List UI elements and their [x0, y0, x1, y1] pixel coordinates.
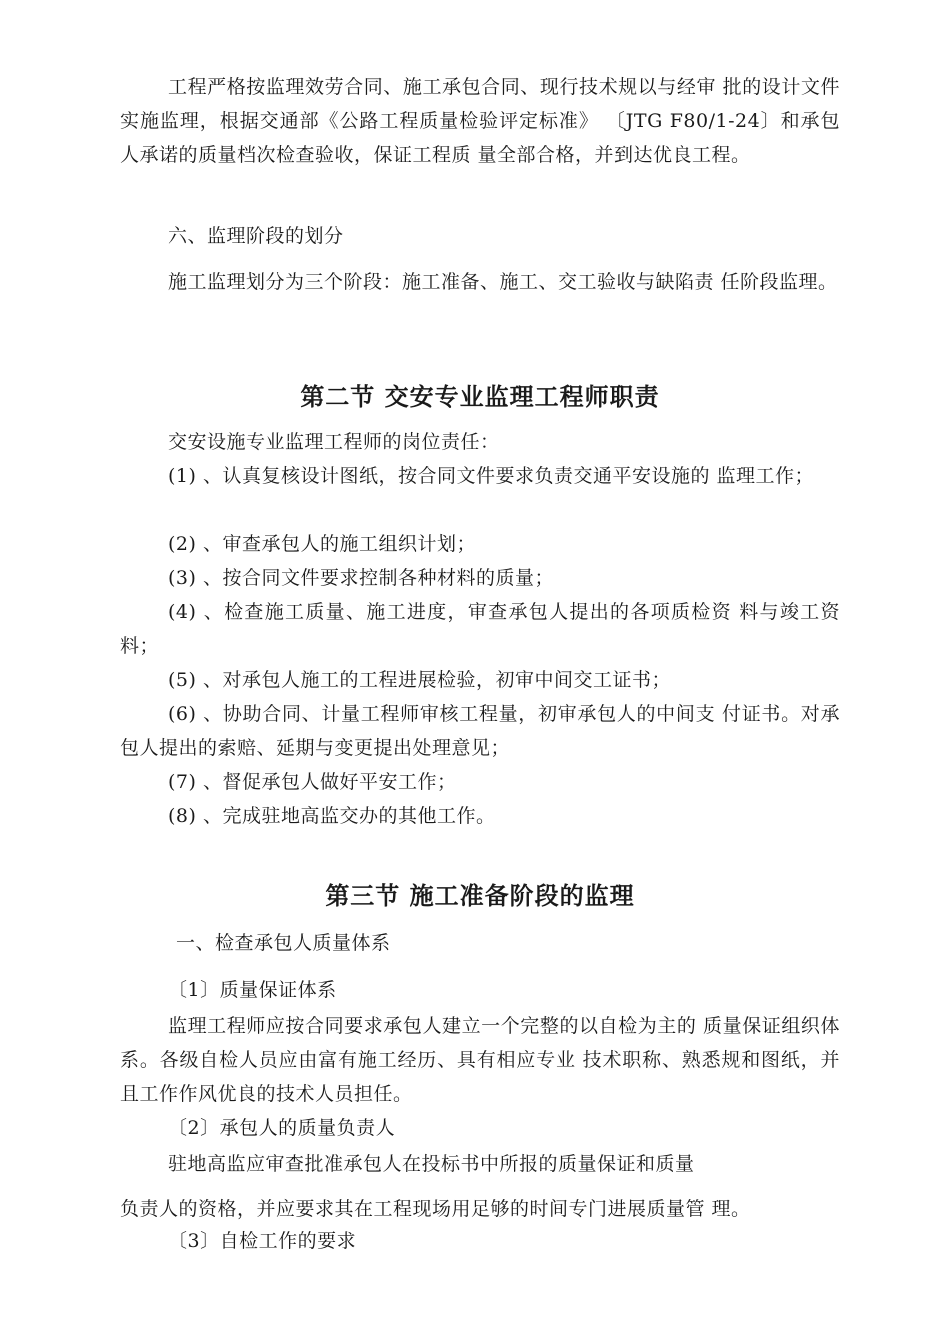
subsection-1-title: 一、检查承包人质量体系	[176, 932, 391, 954]
section-6-paragraph: 施工监理划分为三个阶段：施工准备、施工、交工验收与缺陷责 任阶段监理。	[168, 271, 838, 293]
item-2-paragraph-start: 驻地高监应审查批准承包人在投标书中所报的质量保证和质量	[168, 1153, 695, 1175]
chapter-2-heading: 第二节 交安专业监理工程师职责	[300, 382, 660, 411]
duty-item-8: (8) 、完成驻地高监交办的其他工作。	[168, 805, 496, 827]
duty-item-5: (5) 、对承包人施工的工程进展检验，初审中间交工证书；	[168, 669, 671, 691]
item-1-paragraph: 监理工程师应按合同要求承包人建立一个完整的以自检为主的 质量保证组织体系。各级自检人员应由富有施工经历、具有相应专业 技术职称、熟悉规和图纸，并且工作作风优良的技术人员担任。	[120, 1015, 840, 1105]
item-2-paragraph-end: 负责人的资格，并应要求其在工程现场用足够的时间专门进展质量管 理。	[120, 1198, 751, 1220]
duty-item-2: (2) 、审查承包人的施工组织计划；	[168, 533, 476, 555]
duty-item-1: (1) 、认真复核设计图纸，按合同文件要求负责交通平安设施的 监理工作；	[168, 465, 814, 487]
duty-item-7: (7) 、督促承包人做好平安工作；	[168, 771, 457, 793]
duty-item-6: (6) 、协助合同、计量工程师审核工程量，初审承包人的中间支 付证书。对承包人提出的索赔、延期与变更提出处理意见；	[120, 703, 840, 759]
section-6-title: 六、监理阶段的划分	[168, 225, 344, 247]
chapter-3-heading: 第三节 施工准备阶段的监理	[325, 881, 635, 910]
duty-item-3: (3) 、按合同文件要求控制各种材料的质量；	[168, 567, 554, 589]
item-2-title: 〔2〕承包人的质量负责人	[168, 1117, 396, 1139]
duty-intro: 交安设施专业监理工程师的岗位责任：	[168, 431, 500, 453]
item-3-title: 〔3〕自检工作的要求	[168, 1230, 357, 1252]
duty-item-4: (4) 、检查施工质量、施工进度，审查承包人提出的各项质检资 料与竣工资料；	[120, 601, 840, 657]
item-1-title: 〔1〕质量保证体系	[168, 979, 337, 1001]
intro-paragraph: 工程严格按监理效劳合同、施工承包合同、现行技术规以与经审 批的设计文件实施监理，根据交通部《公路工程质量检验评定标准》 〔JTG F80/1-24〕和承包人承诺的质量档次检查验收，保证工程质 量全部合格，并到达优良工程。	[120, 76, 840, 166]
